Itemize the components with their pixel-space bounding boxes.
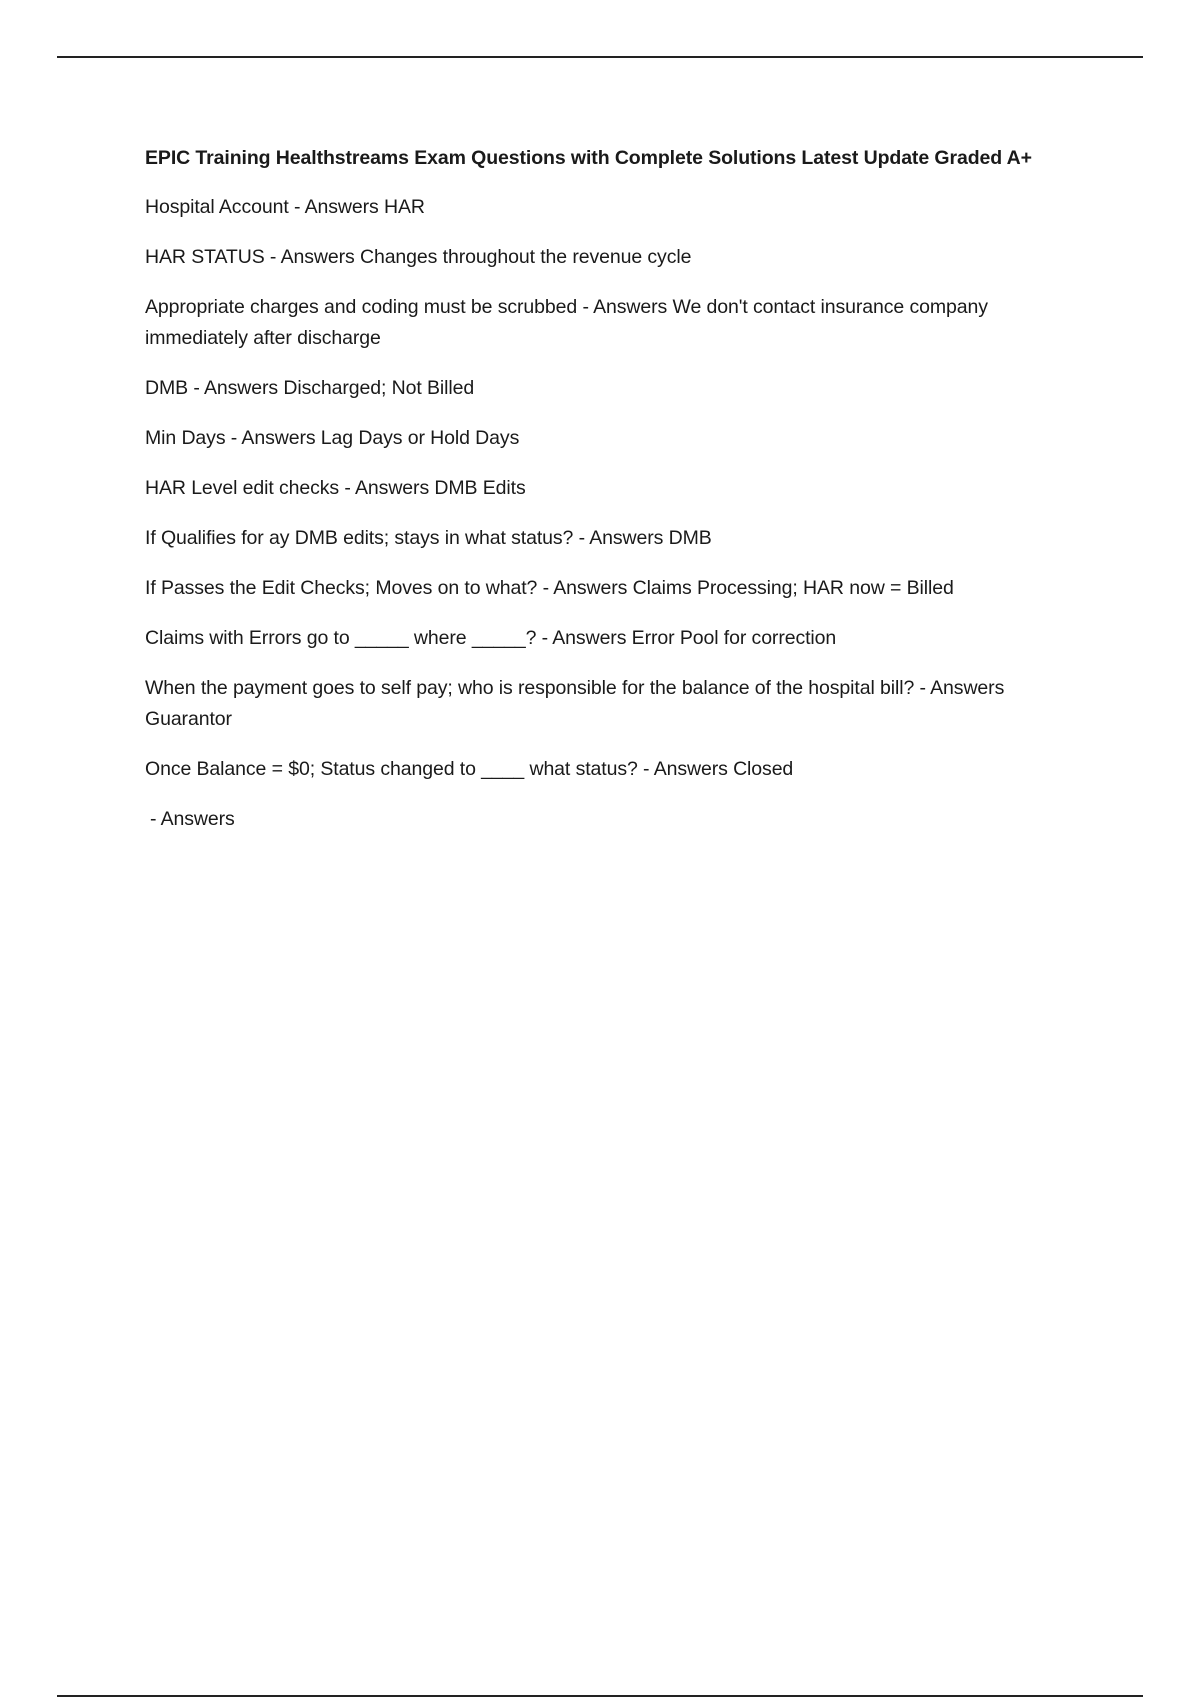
qa-item-claims-errors: Claims with Errors go to _____ where _____? - Answers Error Pool for correction (145, 627, 837, 649)
qa-item-min-days: Min Days - Answers Lag Days or Hold Days (145, 427, 520, 449)
document-body (145, 144, 1065, 854)
qa-item-balance-closed: Once Balance = $0; Status changed to ____ what status? - Answers Closed (145, 758, 794, 780)
qa-item-dmb: DMB - Answers Discharged; Not Billed (145, 377, 475, 399)
qa-item-self-pay: When the payment goes to self pay; who is responsible for the balance of the hospital bill? - Answers Guarantor (145, 677, 1005, 730)
qa-item-dmb-edits-status: If Qualifies for ay DMB edits; stays in what status? - Answers DMB (145, 527, 712, 549)
qa-item-empty-answer: - Answers (150, 808, 235, 830)
footer-rule (57, 1695, 1143, 1697)
header-rule (57, 56, 1143, 58)
qa-list (145, 192, 1065, 835)
document-title: EPIC Training Healthstreams Exam Questions with Complete Solutions Latest Update Graded A+ (145, 147, 1032, 169)
qa-item-har-level-edits: HAR Level edit checks - Answers DMB Edits (145, 477, 526, 499)
qa-item-charges-coding: Appropriate charges and coding must be scrubbed - Answers We don't contact insurance company immediately after discharge (145, 296, 988, 349)
qa-item-har-status: HAR STATUS - Answers Changes throughout the revenue cycle (145, 246, 692, 268)
qa-item-hospital-account: Hospital Account - Answers HAR (145, 196, 425, 218)
qa-item-passes-edit-checks: If Passes the Edit Checks; Moves on to what? - Answers Claims Processing; HAR now = Billed (145, 577, 954, 599)
